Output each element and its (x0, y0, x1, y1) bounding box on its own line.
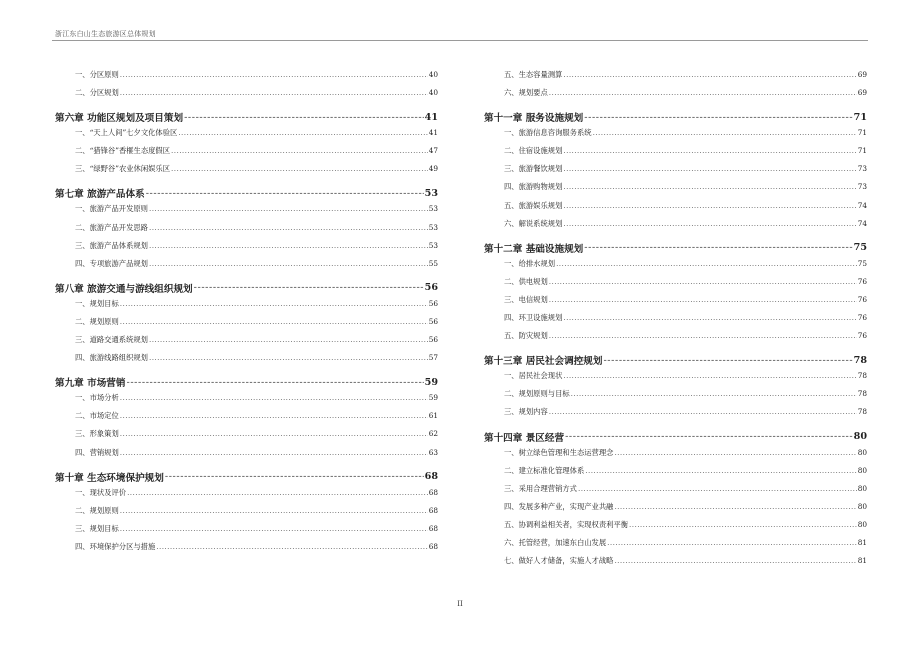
toc-section-entry[interactable] (484, 259, 867, 277)
toc-entry-page: 81 (857, 556, 867, 566)
toc-leader (563, 182, 856, 191)
toc-section-entry[interactable] (484, 502, 867, 520)
toc-leader (607, 538, 857, 547)
toc-entry-title: 一、市场分析 (75, 393, 119, 403)
toc-entry-page: 68 (424, 471, 438, 483)
toc-entry-page: 41 (424, 111, 438, 123)
toc-entry-page: 76 (857, 294, 867, 304)
toc-leader (584, 242, 852, 253)
toc-section-entry[interactable] (55, 146, 438, 164)
toc-entry-title: 四、发展多种产业，实现产业共融 (504, 501, 614, 511)
toc-entry-page: 75 (853, 242, 867, 254)
toc-leader (629, 520, 857, 529)
toc-entry-page: 53 (428, 204, 438, 214)
toc-entry-page: 68 (428, 523, 438, 533)
toc-entry-title: 第十四章 景区经营 (484, 432, 565, 444)
toc-chapter-entry[interactable] (484, 426, 867, 448)
toc-left-column (55, 70, 438, 560)
toc-section-entry[interactable] (55, 506, 438, 524)
toc-section-entry[interactable] (484, 556, 867, 574)
toc-entry-title: 二、规划原则 (75, 505, 119, 515)
toc-section-entry[interactable] (484, 313, 867, 331)
toc-leader (127, 488, 428, 497)
toc-entry-title: 第十一章 服务设施规划 (484, 113, 584, 125)
toc-entry-title: 五、防灾规划 (504, 331, 548, 341)
toc-entry-page: 61 (428, 411, 438, 421)
header-divider (52, 40, 868, 41)
toc-entry-page: 53 (428, 222, 438, 232)
toc-entry-title: 五、协调利益相关者，实现权责利平衡 (504, 519, 629, 529)
toc-entry-page: 69 (857, 70, 867, 79)
toc-entry-title: 二、住宿设施规划 (504, 146, 563, 156)
toc-section-entry[interactable] (484, 331, 867, 349)
toc-entry-title: 三、旅游餐饮规划 (504, 164, 563, 174)
toc-entry-title: 六、规划要点 (504, 88, 548, 98)
toc-leader (565, 431, 853, 442)
toc-leader (120, 448, 428, 457)
toc-leader (184, 112, 424, 123)
toc-section-entry[interactable] (484, 295, 867, 313)
toc-entry-page: 57 (428, 353, 438, 363)
toc-entry-page: 76 (857, 331, 867, 341)
toc-entry-page: 55 (428, 258, 438, 268)
toc-entry-title: 三、采用合理营销方式 (504, 483, 577, 493)
toc-section-entry[interactable] (55, 411, 438, 429)
toc-entry-title: 二、分区规划 (75, 88, 119, 98)
toc-entry-page: 69 (857, 88, 867, 98)
toc-section-entry[interactable] (55, 393, 438, 411)
toc-entry-page: 53 (428, 240, 438, 250)
toc-leader (149, 223, 428, 232)
toc-entry-title: 六、解说系统规划 (504, 218, 563, 228)
toc-entry-title: 二、市场定位 (75, 411, 119, 421)
toc-section-entry[interactable] (55, 223, 438, 241)
toc-leader (584, 112, 852, 123)
toc-entry-page: 56 (428, 298, 438, 308)
toc-entry-page: 75 (857, 258, 867, 268)
toc-leader (120, 299, 428, 308)
toc-leader (571, 389, 857, 398)
toc-chapter-entry[interactable] (55, 466, 438, 488)
toc-entry-page: 47 (428, 146, 438, 156)
toc-entry-title: 四、环境保护分区与措施 (75, 541, 156, 551)
toc-leader (120, 506, 428, 515)
toc-entry-title: 一、树立绿色管理和生态运营理念 (504, 447, 614, 457)
toc-entry-page: 73 (857, 182, 867, 192)
toc-section-entry[interactable] (484, 538, 867, 556)
toc-leader (549, 88, 857, 97)
toc-section-entry[interactable] (484, 277, 867, 295)
toc-leader (149, 353, 428, 362)
toc-entry-page: 71 (857, 128, 867, 138)
toc-entry-title: 三、“绿野谷”农业休闲娱乐区 (75, 164, 171, 174)
toc-entry-title: 二、供电规划 (504, 276, 548, 286)
toc-entry-page: 80 (857, 465, 867, 475)
toc-section-entry[interactable] (55, 524, 438, 542)
toc-section-entry[interactable] (55, 128, 438, 146)
toc-entry-title: 一、居民社会现状 (504, 371, 563, 381)
toc-entry-page: 71 (857, 146, 867, 156)
toc-chapter-entry[interactable] (55, 277, 438, 299)
toc-section-entry[interactable] (484, 70, 867, 88)
toc-section-entry[interactable] (484, 520, 867, 538)
toc-entry-page: 59 (424, 376, 438, 388)
toc-entry-page: 56 (424, 282, 438, 294)
toc-leader (127, 377, 424, 388)
toc-entry-title: 三、旅游产品体系规划 (75, 240, 148, 250)
toc-entry-title: 一、分区原则 (75, 70, 119, 79)
toc-entry-page: 41 (428, 128, 438, 138)
toc-leader (120, 411, 428, 420)
toc-section-entry[interactable] (484, 88, 867, 106)
toc-entry-title: 一、给排水规划 (504, 258, 556, 268)
toc-leader (549, 295, 857, 304)
toc-entry-title: 三、道路交通系统规划 (75, 335, 148, 345)
toc-entry-title: 一、旅游产品开发原则 (75, 204, 148, 214)
toc-section-entry[interactable] (55, 299, 438, 317)
toc-entry-page: 63 (428, 447, 438, 457)
toc-leader (563, 219, 856, 228)
toc-entry-page: 78 (853, 354, 867, 366)
toc-leader (149, 259, 428, 268)
toc-entry-page: 68 (428, 505, 438, 515)
toc-entry-page: 71 (853, 111, 867, 123)
toc-right-column (484, 70, 867, 574)
toc-section-entry[interactable] (484, 407, 867, 425)
toc-leader (585, 466, 856, 475)
toc-entry-title: 七、做好人才储备，实施人才战略 (504, 556, 614, 566)
toc-leader (146, 188, 424, 199)
toc-entry-page: 81 (857, 537, 867, 547)
toc-leader (156, 542, 427, 551)
toc-leader (549, 331, 857, 340)
toc-section-entry[interactable] (55, 488, 438, 506)
toc-section-entry[interactable] (484, 371, 867, 389)
toc-entry-title: 一、现状及评价 (75, 487, 127, 497)
toc-entry-title: 二、“猎锋谷”香榧生态度假区 (75, 146, 171, 156)
toc-leader (563, 164, 856, 173)
toc-section-entry[interactable] (55, 88, 438, 106)
toc-leader (563, 146, 856, 155)
toc-section-entry[interactable] (55, 353, 438, 371)
toc-entry-page: 40 (428, 88, 438, 98)
toc-leader (614, 556, 856, 565)
toc-leader (120, 70, 428, 79)
toc-entry-page: 80 (857, 519, 867, 529)
toc-leader (149, 335, 428, 344)
toc-entry-page: 80 (857, 447, 867, 457)
toc-entry-page: 80 (857, 483, 867, 493)
toc-leader (549, 277, 857, 286)
toc-section-entry[interactable] (55, 259, 438, 277)
toc-entry-title: 六、托管经营，加速东白山发展 (504, 537, 607, 547)
toc-leader (603, 355, 852, 366)
toc-entry-page: 78 (857, 371, 867, 381)
toc-leader (614, 448, 856, 457)
toc-entry-title: 第十章 生态环境保护规划 (55, 472, 164, 484)
toc-entry-title: 二、建立标准化管理体系 (504, 465, 585, 475)
toc-section-entry[interactable] (55, 241, 438, 259)
toc-leader (614, 502, 856, 511)
toc-entry-page: 80 (857, 501, 867, 511)
toc-entry-page: 62 (428, 429, 438, 439)
toc-section-entry[interactable] (55, 204, 438, 222)
toc-section-entry[interactable] (55, 70, 438, 88)
toc-leader (149, 204, 428, 213)
toc-entry-title: 二、规划原则与目标 (504, 389, 570, 399)
toc-entry-page: 53 (424, 187, 438, 199)
toc-entry-title: 三、形象策划 (75, 429, 119, 439)
toc-entry-title: 第八章 旅游交通与游线组织规划 (55, 283, 193, 295)
toc-section-entry[interactable] (55, 335, 438, 353)
toc-leader (178, 128, 427, 137)
toc-entry-title: 一、旅游信息咨询服务系统 (504, 128, 592, 138)
toc-entry-page: 73 (857, 164, 867, 174)
toc-entry-page: 68 (428, 541, 438, 551)
toc-entry-page: 56 (428, 316, 438, 326)
toc-chapter-entry[interactable] (484, 106, 867, 128)
toc-leader (194, 282, 424, 293)
toc-section-entry[interactable] (55, 429, 438, 447)
toc-section-entry[interactable] (55, 317, 438, 335)
toc-leader (578, 484, 857, 493)
toc-leader (165, 471, 424, 482)
toc-leader (120, 429, 428, 438)
toc-entry-title: 三、规划目标 (75, 523, 119, 533)
toc-entry-title: 三、电信规划 (504, 294, 548, 304)
toc-section-entry[interactable] (55, 542, 438, 560)
toc-leader (563, 313, 856, 322)
toc-chapter-entry[interactable] (484, 349, 867, 371)
toc-entry-title: 四、旅游线路组织规划 (75, 353, 148, 363)
toc-entry-title: 四、专项旅游产品规划 (75, 258, 148, 268)
toc-section-entry[interactable] (484, 484, 867, 502)
toc-entry-page: 56 (428, 335, 438, 345)
toc-leader (120, 88, 428, 97)
document-header-title: 浙江东白山生态旅游区总体规划 (55, 30, 156, 38)
toc-leader (120, 393, 428, 402)
toc-entry-title: 第六章 功能区规划及项目策划 (55, 113, 184, 125)
toc-entry-title: 四、旅游购物规划 (504, 182, 563, 192)
toc-chapter-entry[interactable] (55, 106, 438, 128)
toc-leader (563, 70, 856, 79)
toc-section-entry[interactable] (484, 164, 867, 182)
toc-entry-title: 二、旅游产品开发思路 (75, 222, 148, 232)
toc-leader (556, 259, 857, 268)
toc-entry-page: 80 (853, 431, 867, 442)
toc-section-entry[interactable] (484, 448, 867, 466)
toc-entry-page: 78 (857, 407, 867, 417)
toc-entry-page: 49 (428, 164, 438, 174)
toc-entry-title: 第七章 旅游产品体系 (55, 189, 145, 201)
page-number: II (457, 600, 463, 608)
toc-entry-page: 59 (428, 393, 438, 403)
toc-entry-title: 第十二章 基础设施规划 (484, 243, 584, 255)
toc-leader (120, 317, 428, 326)
toc-entry-title: 第十三章 居民社会调控规划 (484, 356, 603, 368)
toc-section-entry[interactable] (55, 164, 438, 182)
toc-leader (149, 241, 428, 250)
toc-entry-title: 四、营销规划 (75, 447, 119, 457)
toc-entry-title: 五、旅游娱乐规划 (504, 200, 563, 210)
toc-leader (563, 371, 856, 380)
toc-leader (120, 524, 428, 533)
toc-chapter-entry[interactable] (484, 237, 867, 259)
toc-leader (549, 407, 857, 416)
toc-section-entry[interactable] (484, 182, 867, 200)
toc-chapter-entry[interactable] (55, 371, 438, 393)
toc-entry-title: 五、生态容量测算 (504, 70, 563, 79)
toc-leader (593, 128, 857, 137)
toc-chapter-entry[interactable] (55, 182, 438, 204)
toc-section-entry[interactable] (484, 219, 867, 237)
toc-entry-page: 76 (857, 313, 867, 323)
toc-section-entry[interactable] (484, 389, 867, 407)
toc-leader (171, 164, 428, 173)
toc-entry-page: 76 (857, 276, 867, 286)
toc-entry-page: 74 (857, 200, 867, 210)
toc-section-entry[interactable] (484, 128, 867, 146)
toc-entry-title: 二、规划原则 (75, 316, 119, 326)
toc-section-entry[interactable] (484, 466, 867, 484)
toc-section-entry[interactable] (55, 448, 438, 466)
toc-entry-title: 一、“天上人间”七夕文化体验区 (75, 128, 178, 138)
toc-entry-title: 四、环卫设施规划 (504, 313, 563, 323)
toc-section-entry[interactable] (484, 201, 867, 219)
toc-leader (171, 146, 428, 155)
toc-entry-page: 68 (428, 487, 438, 497)
toc-entry-title: 三、规划内容 (504, 407, 548, 417)
toc-entry-page: 78 (857, 389, 867, 399)
toc-entry-page: 40 (428, 70, 438, 79)
toc-entry-title: 第九章 市场营销 (55, 378, 126, 390)
toc-section-entry[interactable] (484, 146, 867, 164)
toc-entry-page: 74 (857, 218, 867, 228)
toc-entry-title: 一、规划目标 (75, 298, 119, 308)
toc-leader (563, 201, 856, 210)
